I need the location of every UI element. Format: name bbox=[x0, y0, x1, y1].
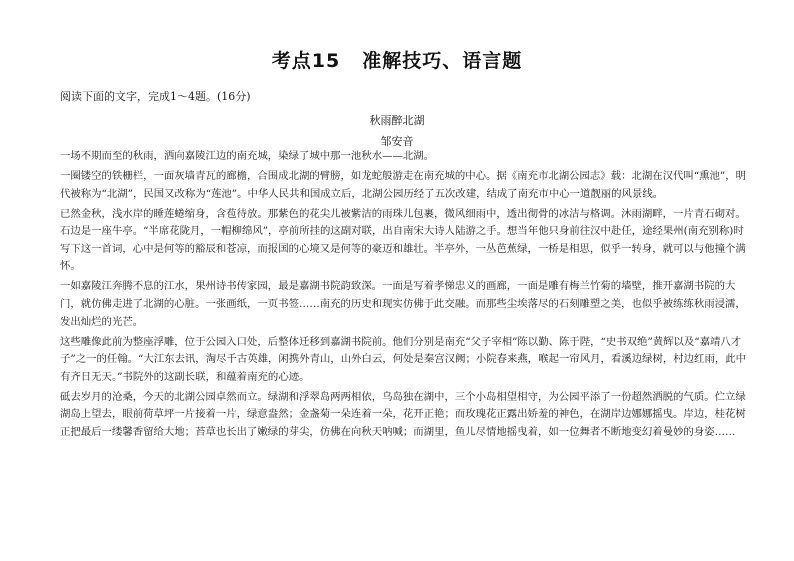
title-main: 准解技巧、语言题 bbox=[362, 50, 523, 72]
question-instruction: 阅读下面的文字，完成1～4题。(16分) bbox=[60, 90, 251, 103]
paragraph: 这些雕像此前为整座浮雕，位于公园入口处，后整体迁移到嘉湖书院前。他们分别是南充“父子宰相”陈以勤、陈于陛，“史书双绝”黄辉以及“嘉靖八才子”之一的任翰。“大江东去讯，淘尽千古英雄，闲携外青山，山外白云，何处是秦宫汉阙；小院春来燕，喉起一帘风月，看溪边绿树，村边红雨，此中有齐日无天。”书院外的这副长联，和蕴着南充的心迹。 bbox=[60, 335, 747, 383]
essay-author: 邹安音 bbox=[380, 135, 414, 148]
title-prefix: 考点15 bbox=[271, 50, 341, 72]
paragraph: 一场不期而至的秋雨，洒向嘉陵江边的南充城，染绿了城中那一池秋水——北湖。 bbox=[60, 150, 435, 162]
paragraph: 一圈镂空的铁栅栏，一面灰墙青瓦的廊檐，合围成北湖的臂膀，如龙蛇般游走在南充城的中心。据《南充市北湖公园志》载：北湖在汉代叫“熏池”，明代被称为“北湖”，民国又改称为“莲池”。中华人民共和国成立后，北湖公园历经了五次改建，结成了南充市中心一道靓丽的风景线。 bbox=[60, 169, 747, 200]
paragraph: 已然金秋，浅水岸的睡莲蜷缩身，含苞待放。那紫色的花尖儿被紫洁的雨珠儿包裹，微风细雨中，透出彻骨的冰洁与格调。沐雨湖畔，一片青石砌对。石边是一座牛亭。“半席花陇月，一帽柳绵风”，亭前所挂的这副对联，出自南宋大诗人陆游之手。想当年他只身前往汉中赴任，途经果州(南充别称)时写下这一首词，心中是何等的豁辰和苍凉，而报国的心境又是何等的豪迈和雄壮。半亭外，一丛芭蕉绿，一桥是相思，似乎一转身，就可以与他撞个满怀。 bbox=[60, 207, 746, 273]
paragraph: 砥去岁月的沧桑，今天的北湖公园卓然而立。绿湖和浮翠岛两两相依，乌岛独在湖中，三个小岛相望相守，为公园平添了一份超然洒脱的气质。伫立绿湖岛上望去，眼前荷草坪一片接着一片，绿意盎然；金盏菊一朵连着一朵，花开正艳；而玫瑰花正露出娇羞的神色，在湖岸边娜娜摇曳。岸边，桂花树正把最后一缕馨香留给大地；苔草也长出了嫩绿的芽尖，仿佛在向秋天呐喊；而湖里，鱼儿尽情地摇曳着，如一位舞者不断地变幻着曼妙的身姿…… bbox=[60, 390, 746, 438]
essay-title: 秋雨醉北湖 bbox=[369, 114, 425, 127]
page-title bbox=[0, 46, 794, 73]
paragraph: 一如嘉陵江奔腾不息的江水，果州诗书传家园，最是嘉湖书院韵致深。一面是写着孝悌忠义的画廊，一面是雕有梅兰竹菊的墙壁，推开嘉湖书院的大门，就仿佛走进了北湖的心脏。一张画纸，一页书签……南充的历史和现实仿佛于此交融。而那些尘埃落尽的石刻雕塑之美，也似乎被练练秋雨浸濡，发出灿烂的光芒。 bbox=[60, 280, 746, 328]
essay-body bbox=[60, 148, 754, 444]
